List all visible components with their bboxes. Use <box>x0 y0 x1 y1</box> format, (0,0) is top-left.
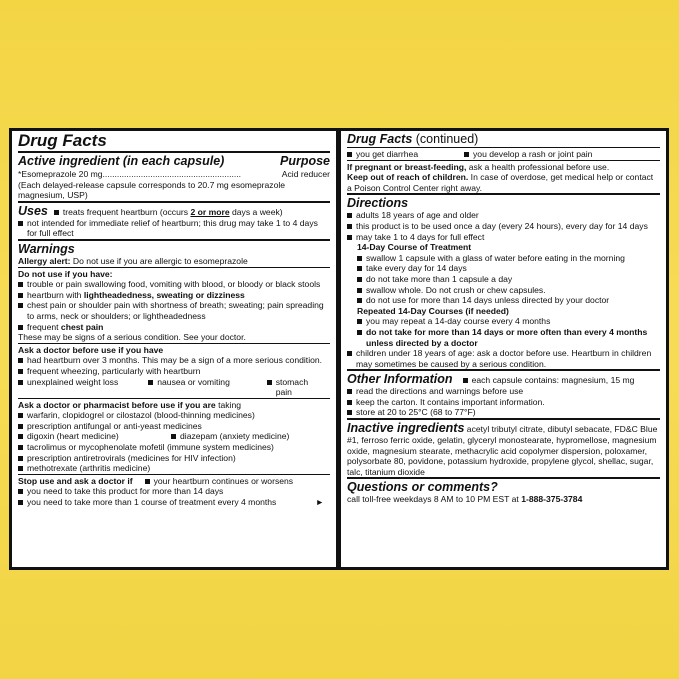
questions-text: call toll-free weekdays 8 AM to 10 PM EST at 1-888-375-3784 <box>347 494 583 505</box>
warnings-heading: Warnings <box>18 241 75 256</box>
ask-pharmacist-item: diazepam (anxiety medicine) <box>171 431 289 442</box>
uses-item: not intended for immediate relief of heartburn; this drug may take 1 to 4 days for full effect <box>18 218 330 239</box>
do-not-use-item: heartburn with lightheadedness, sweating or dizziness <box>18 290 330 301</box>
inactive-heading: Inactive ingredients <box>347 421 465 436</box>
ingredient-name: *Esomeprazole 20 mg.......................................................... <box>18 169 242 179</box>
ask-pharmacist-item: prescription antiretrovirals (medicines for HIV infection) <box>18 453 330 464</box>
ask-pharmacist-heading: Ask a doctor or pharmacist before use if you are taking <box>18 399 242 410</box>
ask-doctor-row <box>18 377 330 398</box>
other-info-item: keep the carton. It contains important information. <box>347 397 660 408</box>
stop-use-item: you get diarrhea <box>347 149 456 160</box>
uses-section <box>18 201 330 239</box>
directions-section <box>347 193 660 369</box>
course-item: take every day for 14 days <box>347 263 660 274</box>
purpose-heading: Purpose <box>279 154 330 168</box>
repeat-heading: Repeated 14-Day Courses (if needed) <box>357 305 509 316</box>
ingredient-note: (Each delayed-release capsule corresponds to 20.7 mg esomeprazole magnesium, USP) <box>18 179 286 201</box>
directions-item: this product is to be used once a day (every 24 hours), every day for 14 days <box>347 221 660 232</box>
ask-doctor-item: nausea or vomiting <box>148 377 258 398</box>
do-not-use-block <box>18 267 330 343</box>
children-warning: Keep out of reach of children. In case of overdose, get medical help or contact a Poison Control Center right away. <box>347 172 654 193</box>
course-item: swallow whole. Do not crush or chew capsules. <box>347 285 660 296</box>
other-info-heading: Other Information <box>347 372 453 387</box>
warnings-section <box>18 239 330 508</box>
do-not-use-item: chest pain or shoulder pain with shortness of breath; sweating; pain spreading to arms, neck or shoulders; or lightheadedness <box>18 300 330 321</box>
questions-section <box>347 477 660 505</box>
stop-use-block <box>18 474 330 508</box>
pregnancy-section <box>347 160 660 194</box>
ask-pharmacist-block <box>18 398 330 474</box>
drug-facts-right-panel <box>341 131 666 567</box>
stop-use-heading: Stop use and ask a doctor if <box>18 475 133 486</box>
ask-pharmacist-item: tacrolimus or mycophenolate mofetil (immune system medicines) <box>18 442 330 453</box>
allergy-alert: Allergy alert: Do not use if you are allergic to esomeprazole <box>18 255 248 266</box>
ingredient-purpose: Acid reducer <box>281 169 330 179</box>
ask-doctor-item: stomach pain <box>267 377 322 398</box>
course-heading: 14-Day Course of Treatment <box>357 242 472 253</box>
active-ingredient-heading: Active ingredient (in each capsule) <box>18 154 225 168</box>
ask-doctor-item: had heartburn over 3 months. This may be a sign of a more serious condition. <box>18 355 330 366</box>
directions-item: adults 18 years of age and older <box>347 210 660 221</box>
repeat-item: do not take for more than 14 days or more often than every 4 months unless directed by a doctor <box>347 327 660 348</box>
course-item: swallow 1 capsule with a glass of water before eating in the morning <box>347 253 660 264</box>
directions-heading: Directions <box>347 196 409 211</box>
do-not-use-heading: Do not use if you have: <box>18 268 113 279</box>
inactive-section <box>347 418 660 477</box>
stop-use-item: you develop a rash or joint pain <box>464 149 592 160</box>
stop-use-item: your heartburn continues or worsens <box>145 476 294 487</box>
active-ingredient-section <box>18 151 330 201</box>
ask-doctor-heading: Ask a doctor before use if you have <box>18 344 164 355</box>
ask-pharmacist-row <box>18 431 330 442</box>
questions-heading: Questions or comments? <box>347 480 498 495</box>
course-item: do not take more than 1 capsule a day <box>347 274 660 285</box>
ask-pharmacist-item: methotrexate (arthritis medicine) <box>18 463 330 474</box>
ask-doctor-item: frequent wheezing, particularly with heartburn <box>18 366 330 377</box>
other-info-section <box>347 369 660 418</box>
do-not-use-item: trouble or pain swallowing food, vomiting with blood, or bloody or black stools <box>18 279 330 290</box>
ask-doctor-item: unexplained weight loss <box>18 377 140 398</box>
ask-pharmacist-item: warfarin, clopidogrel or cilostazol (blood-thinning medicines) <box>18 410 330 421</box>
uses-heading: Uses <box>18 203 48 218</box>
do-not-use-note: These may be signs of a serious condition. See your doctor. <box>18 332 246 343</box>
inactive-list: acetyl tributyl citrate, dibutyl sebacate, FD&C Blue #1, ferroso ferric oxide, gelatin, glyceryl monostearate, hypromellose, magnesium oxide, magnesium stearate, methacrylic acid copolymer dispersion, poloxamer, polysorbate 80, povidone, potassium hydroxide, propylene glycol, shellac, sugar, talc, titanium dioxide <box>347 424 658 477</box>
other-info-item: store at 20 to 25°C (68 to 77°F) <box>347 407 660 418</box>
ask-doctor-block <box>18 343 330 398</box>
other-info-item: each capsule contains: magnesium, 15 mg <box>463 375 635 386</box>
ask-pharmacist-item: prescription antifungal or anti-yeast medicines <box>18 421 330 432</box>
directions-item: may take 1 to 4 days for full effect <box>347 232 660 243</box>
do-not-use-item: frequent chest pain <box>18 322 330 333</box>
repeat-item: you may repeat a 14-day course every 4 months <box>347 316 660 327</box>
stop-use-item: you need to take this product for more than 14 days <box>18 486 330 497</box>
stop-use-item: you need to take more than 1 course of treatment every 4 months ► <box>18 497 330 508</box>
phone-number: 1-888-375-3784 <box>521 494 583 505</box>
continued-stop-use <box>347 147 660 160</box>
pregnancy-warning: If pregnant or breast-feeding, ask a health professional before use. <box>347 161 610 172</box>
ask-pharmacist-item: digoxin (heart medicine) <box>18 431 163 442</box>
continue-arrow-icon: ► <box>315 497 324 508</box>
continued-title: Drug Facts (continued) <box>347 132 479 146</box>
drug-facts-title: Drug Facts <box>18 131 107 150</box>
course-item: do not use for more than 14 days unless directed by your doctor <box>347 295 660 306</box>
uses-item: treats frequent heartburn (occurs 2 or more days a week) <box>54 207 283 218</box>
directions-item: children under 18 years of age: ask a doctor before use. Heartburn in children may sometimes be caused by a serious condition. <box>347 348 660 369</box>
other-info-item: read the directions and warnings before use <box>347 386 660 397</box>
drug-facts-left-panel <box>12 131 336 567</box>
